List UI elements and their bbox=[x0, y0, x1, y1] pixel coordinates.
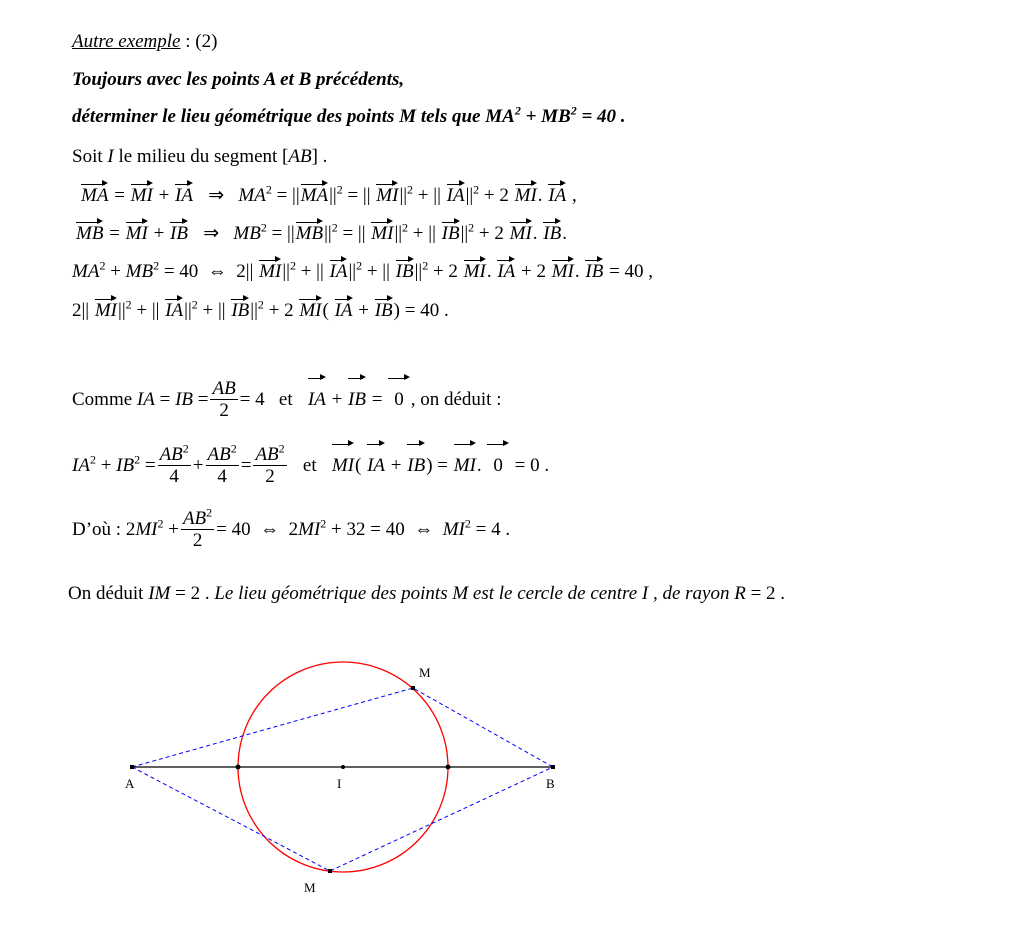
point-b bbox=[551, 765, 555, 769]
ia2-ib2-line: $IA^2 + IB^2$ = $\frac{AB^2}{4}$ + $\frac{AB^2}{4}$ = $\frac{AB^2}{2}$ et MI( IA + IB) = MI. 0 = 0 . bbox=[72, 441, 550, 488]
point-m-bottom bbox=[328, 869, 332, 873]
point-i bbox=[341, 765, 345, 769]
dou-line: D’où : $2MI^2$ + $\frac{AB^2}{2}$ = 40 ⇔ $2MI^2 + 32 = 40$ ⇔ $MI^2 = 4$ . bbox=[72, 505, 511, 552]
equation-mb: MB = MI + IB ⇒ $MB^2 = ||MB||^2$ = || $MI||^2$ + || $IB||^2 + 2$ MI. IB. bbox=[76, 220, 567, 244]
label-b: B bbox=[546, 776, 555, 791]
dashed-lines-top bbox=[132, 688, 553, 767]
comme-line: Comme IA = IB = $\frac{AB}{2}$ = 4 et IA + IB = 0 , on déduit : bbox=[72, 376, 501, 422]
conclusion-line: On déduit IM = 2 . Le lieu géométrique des points M est le cercle de centre I , de rayon R = 2 . bbox=[68, 583, 786, 604]
example-heading-label: Autre exemple bbox=[72, 31, 181, 52]
dashed-lines-bottom bbox=[132, 767, 553, 871]
intersection-point-right bbox=[446, 765, 451, 770]
equation-sum: $MA^2 + MB^2 = 40$ ⇔ 2|| $MI||^2$ + || $IA||^2$ + || $IB||^2 + 2$ MI. IA + 2 MI. IB = 40 , bbox=[72, 258, 654, 282]
point-a bbox=[130, 765, 134, 769]
example-heading-suffix: : (2) bbox=[180, 31, 218, 52]
label-a: A bbox=[125, 776, 135, 791]
statement-line-2: déterminer le lieu géométrique des points M tels que $MA^2 + MB^2 = 40$ . bbox=[72, 103, 626, 127]
intersection-point-left bbox=[236, 765, 241, 770]
label-m-bottom: M bbox=[304, 880, 316, 895]
equation-ma: MA = MI + IA ⇒ $MA^2 = ||MA||^2$ = || $MI||^2$ + || $IA||^2 + 2$ MI. IA , bbox=[81, 182, 577, 206]
point-m-top bbox=[411, 686, 415, 690]
fraction-ab-over-2: $\frac{AB}{2}$ bbox=[212, 378, 236, 422]
statement-line-1: Toujours avec les points A et B précédents, bbox=[72, 69, 405, 90]
label-m-top: M bbox=[419, 665, 431, 680]
soit-line: Soit I le milieu du segment [AB] . bbox=[72, 146, 328, 167]
label-i: I bbox=[337, 776, 342, 791]
equation-factored: 2|| $MI||^2$ + || $IA||^2$ + || $IB||^2 + 2$ MI( IA + IB) = 40 . bbox=[72, 297, 449, 321]
